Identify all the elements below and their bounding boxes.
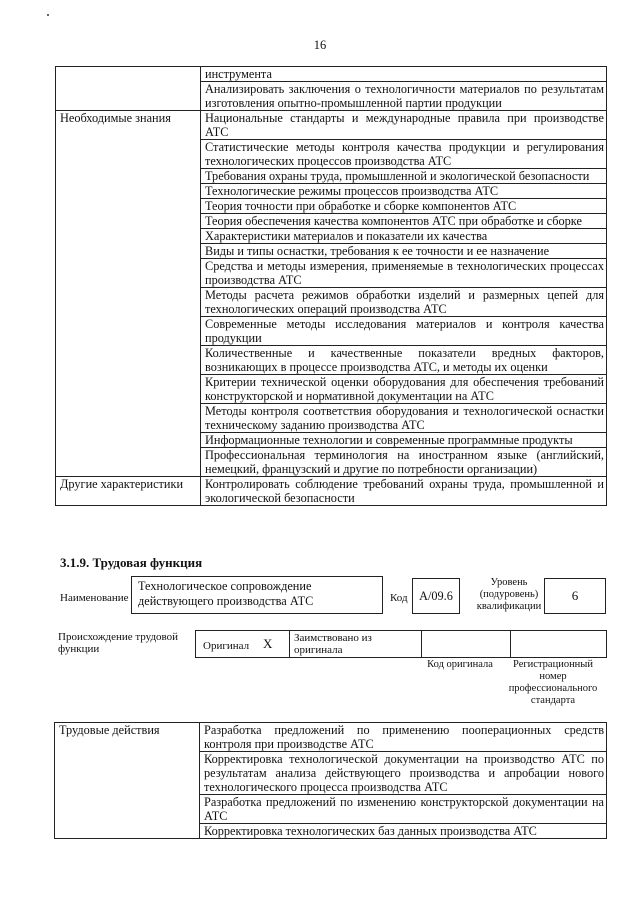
category-cell: Необходимые знания bbox=[56, 111, 201, 140]
competency-row bbox=[56, 214, 607, 229]
labor-action-row bbox=[55, 795, 607, 824]
origin-label: Происхождение трудовой функции bbox=[58, 631, 179, 655]
category-cell bbox=[56, 288, 201, 317]
reg-caption: Регистрационный номер профессионального стандарта bbox=[508, 659, 598, 706]
description-cell: Разработка предложений по применению пооперационных средств контроля при производстве АТС bbox=[200, 723, 607, 752]
competency-row bbox=[56, 199, 607, 214]
category-cell bbox=[56, 229, 201, 244]
competency-row bbox=[56, 244, 607, 259]
labor-action-row bbox=[55, 723, 607, 752]
labor-action-row bbox=[55, 752, 607, 795]
category-cell bbox=[56, 199, 201, 214]
competency-row bbox=[56, 169, 607, 184]
original-mark: X bbox=[263, 636, 273, 651]
competency-row bbox=[56, 229, 607, 244]
origin-divider-3 bbox=[510, 630, 511, 658]
competency-row bbox=[56, 288, 607, 317]
description-cell: Анализировать заключения о технологичности материалов по результатам изготовления опытно-промышленной партии продукции bbox=[201, 82, 607, 111]
name-value: Технологическое сопровождение действующего производства АТС bbox=[138, 579, 314, 608]
labor-actions-table-body bbox=[55, 723, 607, 839]
code-value: А/09.6 bbox=[419, 589, 453, 603]
category-cell bbox=[56, 433, 201, 448]
description-cell: Современные методы исследования материалов и контроля качества продукции bbox=[201, 317, 607, 346]
competency-row bbox=[56, 404, 607, 433]
description-cell: инструмента bbox=[201, 67, 607, 82]
description-cell: Требования охраны труда, промышленной и экологической безопасности bbox=[201, 169, 607, 184]
description-cell: Характеристики материалов и показатели их качества bbox=[201, 229, 607, 244]
level-value: 6 bbox=[571, 588, 579, 603]
category-cell: Трудовые действия bbox=[55, 723, 200, 752]
competency-row bbox=[56, 82, 607, 111]
competency-row bbox=[56, 433, 607, 448]
category-cell bbox=[56, 317, 201, 346]
category-cell bbox=[55, 824, 200, 839]
labor-actions-table bbox=[54, 722, 607, 839]
description-cell: Критерии технической оценки оборудования для обеспечения требований конструкторской и нормативной документации на АТС bbox=[201, 375, 607, 404]
category-cell bbox=[56, 259, 201, 288]
category-cell: Другие характеристики bbox=[56, 477, 201, 506]
scan-speck bbox=[47, 14, 49, 16]
category-cell bbox=[56, 244, 201, 259]
competency-row bbox=[56, 317, 607, 346]
description-cell: Технологические режимы процессов производства АТС bbox=[201, 184, 607, 199]
level-label: Уровень (подуровень) квалификации bbox=[476, 577, 542, 612]
category-cell bbox=[56, 184, 201, 199]
code-label: Код bbox=[390, 592, 408, 604]
original-label: Оригинал bbox=[203, 640, 250, 652]
description-cell: Информационные технологии и современные программные продукты bbox=[201, 433, 607, 448]
description-cell: Методы контроля соответствия оборудования и технологической оснастки техническому заданию производства АТС bbox=[201, 404, 607, 433]
description-cell: Средства и методы измерения, применяемые в технологических процессах производства АТС bbox=[201, 259, 607, 288]
origin-divider-2 bbox=[421, 630, 422, 658]
category-cell bbox=[56, 448, 201, 477]
competency-row bbox=[56, 375, 607, 404]
category-cell bbox=[56, 169, 201, 184]
competencies-table bbox=[55, 66, 607, 506]
competency-row bbox=[56, 67, 607, 82]
category-cell bbox=[56, 346, 201, 375]
description-cell: Количественные и качественные показатели вредных факторов, возникающих в процессе производства АТС, и методы их оценки bbox=[201, 346, 607, 375]
category-cell bbox=[55, 752, 200, 795]
section-title: 3.1.9. Трудовая функция bbox=[60, 555, 203, 570]
description-cell: Статистические методы контроля качества продукции и регулирования технологических процессов производства АТС bbox=[201, 140, 607, 169]
description-cell: Профессиональная терминология на иностранном языке (английский, немецкий, французский и другие по потребности организации) bbox=[201, 448, 607, 477]
level-value-box bbox=[544, 578, 606, 614]
description-cell: Корректировка технологических баз данных производства АТС bbox=[200, 824, 607, 839]
competencies-table-body bbox=[56, 67, 607, 506]
category-cell bbox=[55, 795, 200, 824]
competency-row bbox=[56, 111, 607, 140]
competency-row bbox=[56, 448, 607, 477]
competency-row bbox=[56, 346, 607, 375]
origin-divider-1 bbox=[289, 630, 290, 658]
category-cell bbox=[56, 82, 201, 111]
category-cell bbox=[56, 375, 201, 404]
name-value-box bbox=[131, 576, 383, 614]
category-cell bbox=[56, 404, 201, 433]
description-cell: Разработка предложений по изменению конструкторской документации на АТС bbox=[200, 795, 607, 824]
competency-row bbox=[56, 477, 607, 506]
code-caption: Код оригинала bbox=[427, 659, 493, 670]
borrowed-label: Заимствовано из оригинала bbox=[294, 632, 372, 656]
page-number: 16 bbox=[313, 38, 327, 52]
category-cell bbox=[56, 67, 201, 82]
category-cell bbox=[56, 140, 201, 169]
description-cell: Контролировать соблюдение требований охраны труда, промышленной и экологической безопасности bbox=[201, 477, 607, 506]
description-cell: Методы расчета режимов обработки изделий и размерных цепей для технологических операций производства АТС bbox=[201, 288, 607, 317]
description-cell: Корректировка технологической документации на производство АТС по результатам анализа действующего производства и апробации нового технологического процесса производства АТС bbox=[200, 752, 607, 795]
description-cell: Национальные стандарты и международные правила при производстве АТС bbox=[201, 111, 607, 140]
competency-row bbox=[56, 259, 607, 288]
name-label: Наименование bbox=[60, 592, 129, 604]
description-cell: Теория обеспечения качества компонентов АТС при обработке и сборке bbox=[201, 214, 607, 229]
category-cell bbox=[56, 214, 201, 229]
competency-row bbox=[56, 140, 607, 169]
competency-row bbox=[56, 184, 607, 199]
description-cell: Теория точности при обработке и сборке компонентов АТС bbox=[201, 199, 607, 214]
description-cell: Виды и типы оснастки, требования к ее точности и ее назначение bbox=[201, 244, 607, 259]
labor-action-row bbox=[55, 824, 607, 839]
code-value-box bbox=[412, 578, 460, 614]
